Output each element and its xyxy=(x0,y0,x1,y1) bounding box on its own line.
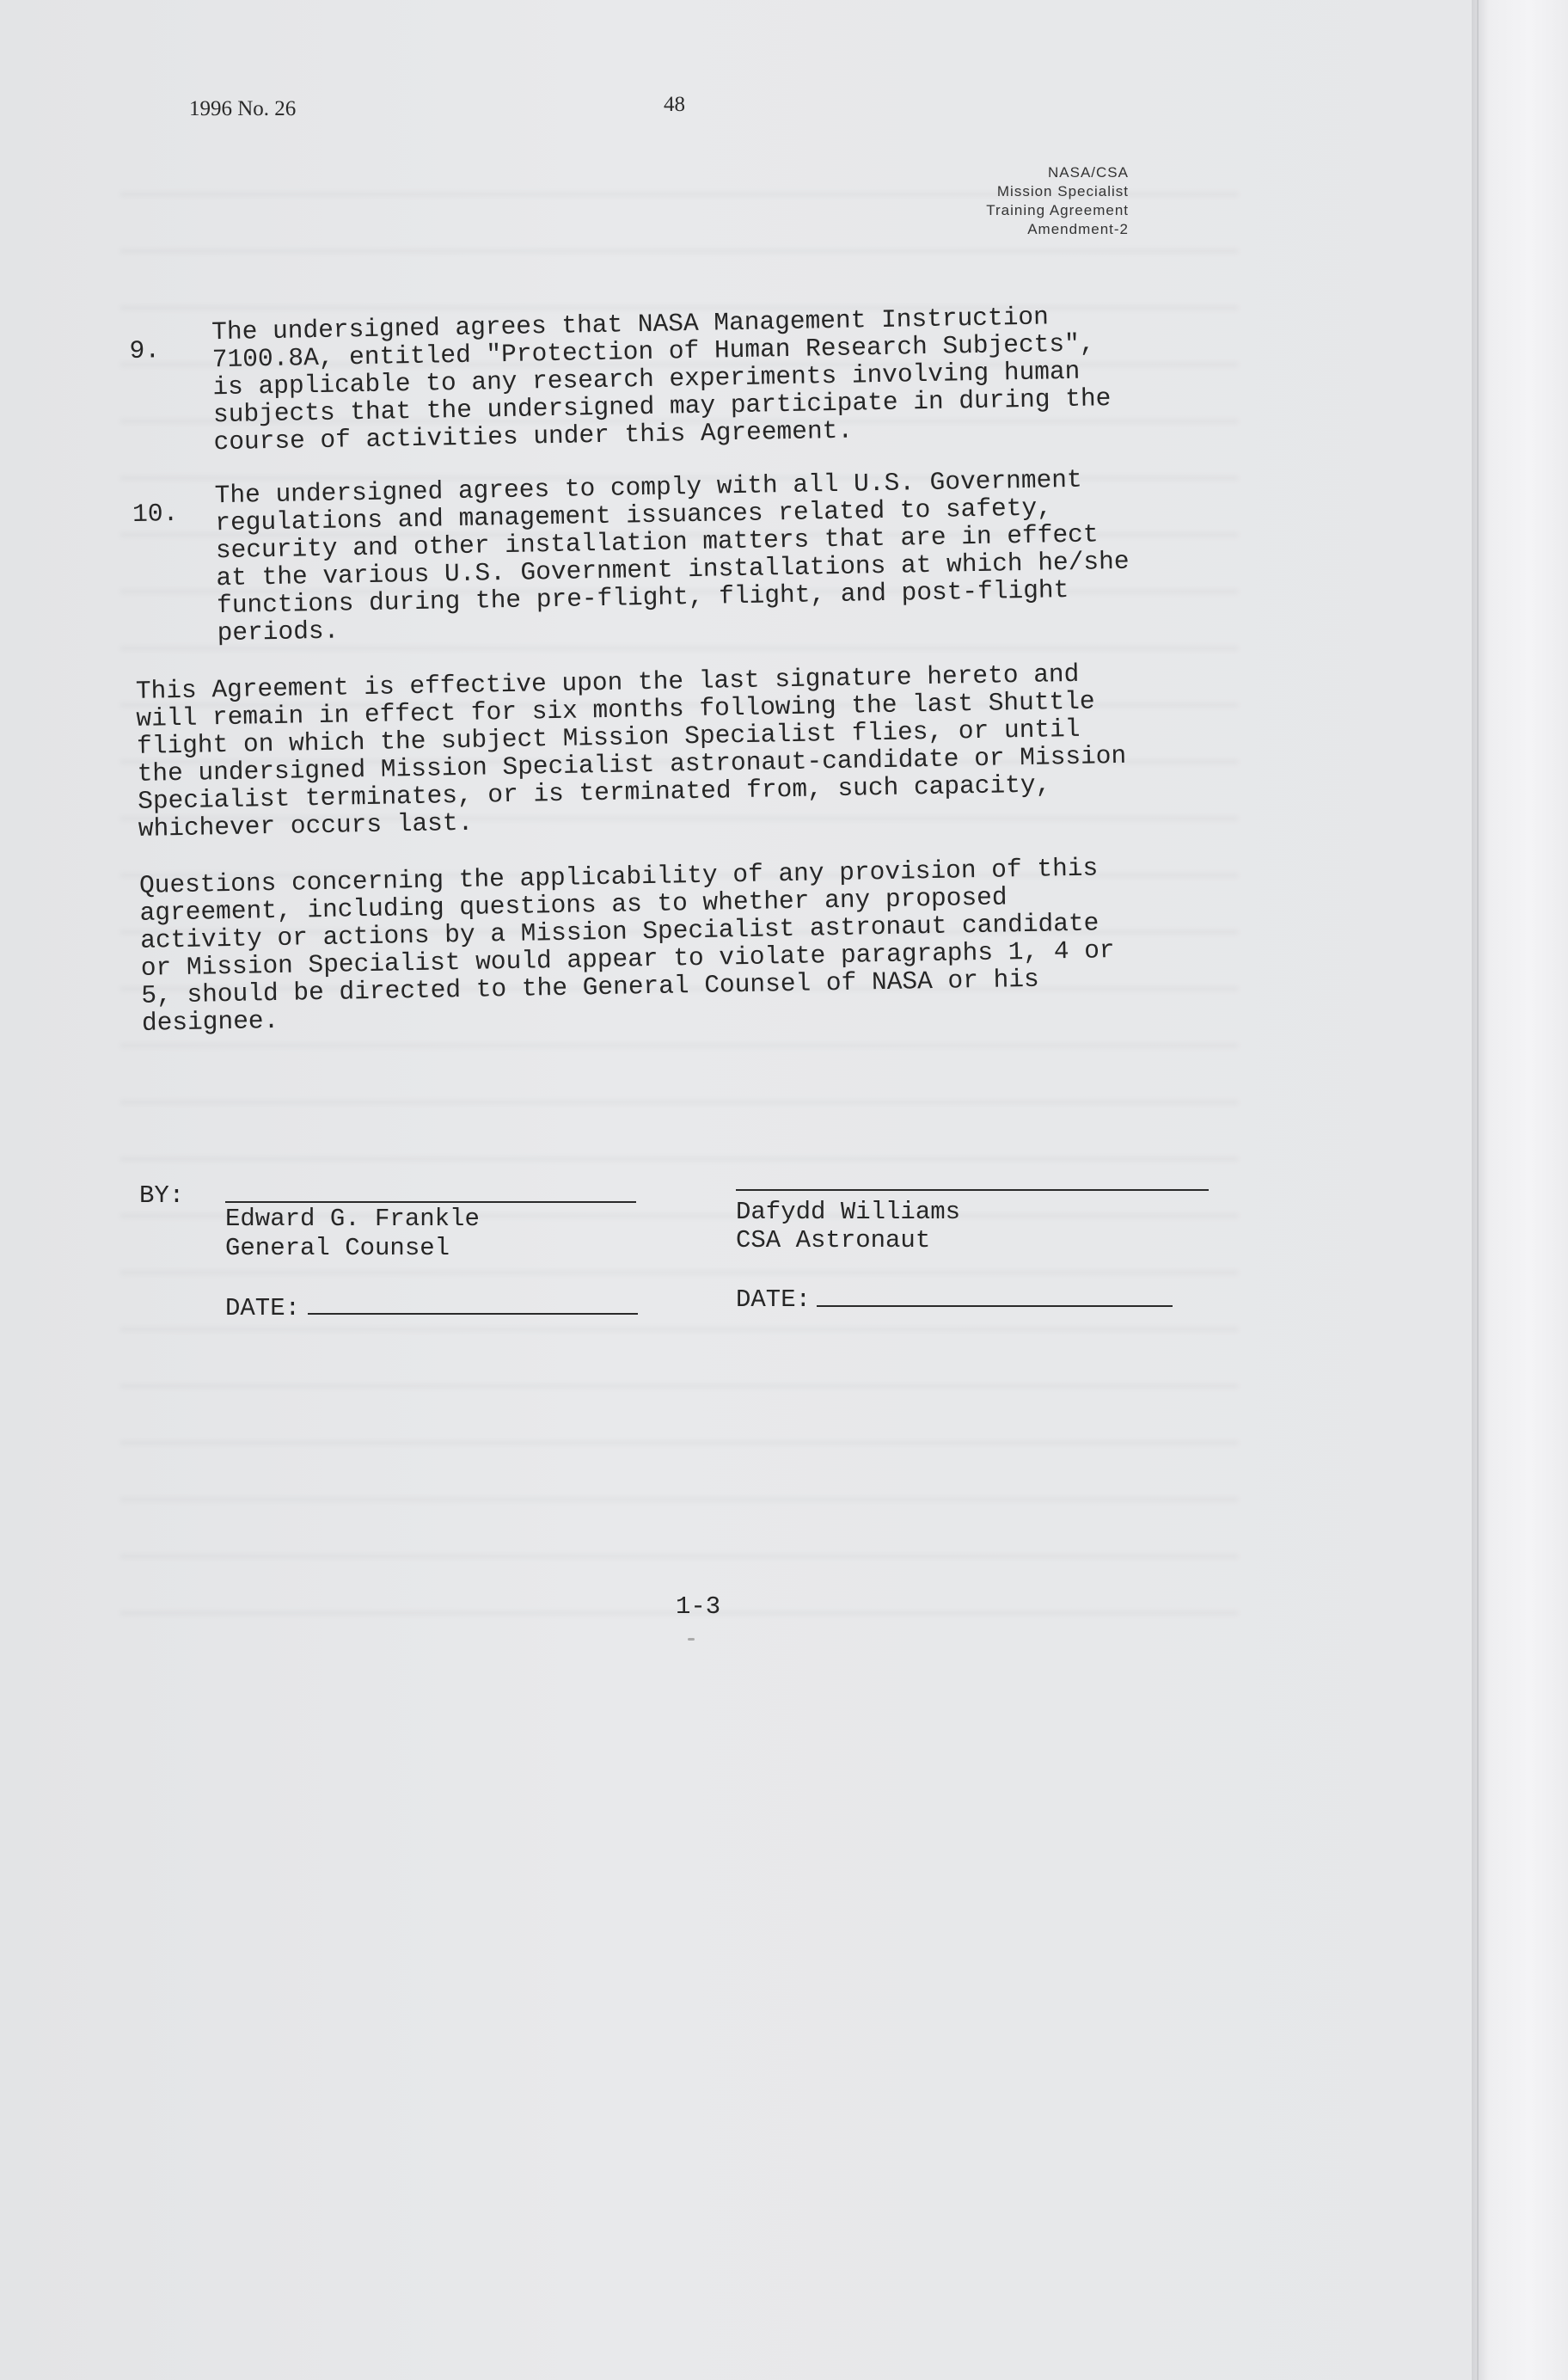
agreement-header xyxy=(986,163,1129,239)
agreement-header-line: Training Agreement xyxy=(986,202,1129,218)
by-label: BY: xyxy=(139,1181,185,1210)
paragraph-9 xyxy=(129,299,1249,457)
questions-clause: Questions concerning the applicability of any provision of this agreement, including questions as to whether any proposed activity or actions by a Mission Specialist astronaut candidate or Mission Specialist would appear to violate paragraphs 1, 4 or 5, should be directed to the General Counsel of NASA or his designee. xyxy=(138,853,1115,1038)
left-signer-title: General Counsel xyxy=(225,1234,450,1262)
agreement-header-line: NASA/CSA xyxy=(1048,164,1129,181)
left-signature-line xyxy=(225,1201,636,1203)
right-signature-line xyxy=(736,1189,1209,1191)
agreement-body xyxy=(129,299,1260,1063)
agreement-header-line: Mission Specialist xyxy=(996,183,1129,199)
effective-clause: This Agreement is effective upon the last signature hereto and will remain in effect for six months following the last Shuttle flight on which the subject Mission Specialist flies, or until the undersigned Mission Specialist astronaut-candidate or Mission Specialist terminates, or is terminated from, such capacity, whichever occurs last. xyxy=(135,659,1127,843)
left-date-line xyxy=(308,1313,638,1315)
paragraph-text: The undersigned agrees that NASA Management Instruction 7100.8A, entitled "Protection of Human Research Subjects", is applicable to any research experiments involving human subjects that the undersigned may participate in during the course of activities under this Agreement. xyxy=(211,302,1112,457)
paragraph-10 xyxy=(132,463,1252,648)
page-edge xyxy=(1472,0,1568,2380)
left-signer-name: Edward G. Frankle xyxy=(225,1205,480,1233)
paragraph-number: 9. xyxy=(129,335,161,365)
paragraph-text: The undersigned agrees to comply with all U.S. Government regulations and management issuances related to safety, security and other installation matters that are in effect at the various U.S. Government installations at which he/she functions during the pre-flight, flight, and post-flight periods. xyxy=(214,464,1130,648)
paragraph-number: 10. xyxy=(132,498,179,529)
left-date-label: DATE: xyxy=(225,1294,301,1322)
agreement-header-line: Amendment-2 xyxy=(1027,221,1129,237)
right-date-label: DATE: xyxy=(736,1285,812,1314)
right-signer-name: Dafydd Williams xyxy=(736,1198,961,1226)
right-date-line xyxy=(817,1305,1173,1307)
right-signer-title: CSA Astronaut xyxy=(736,1226,931,1254)
journal-page-number: 48 xyxy=(664,93,685,116)
journal-issue: 1996 No. 26 xyxy=(189,97,297,120)
footer-page-label: 1-3 xyxy=(676,1592,721,1621)
page-speck xyxy=(688,1638,695,1641)
